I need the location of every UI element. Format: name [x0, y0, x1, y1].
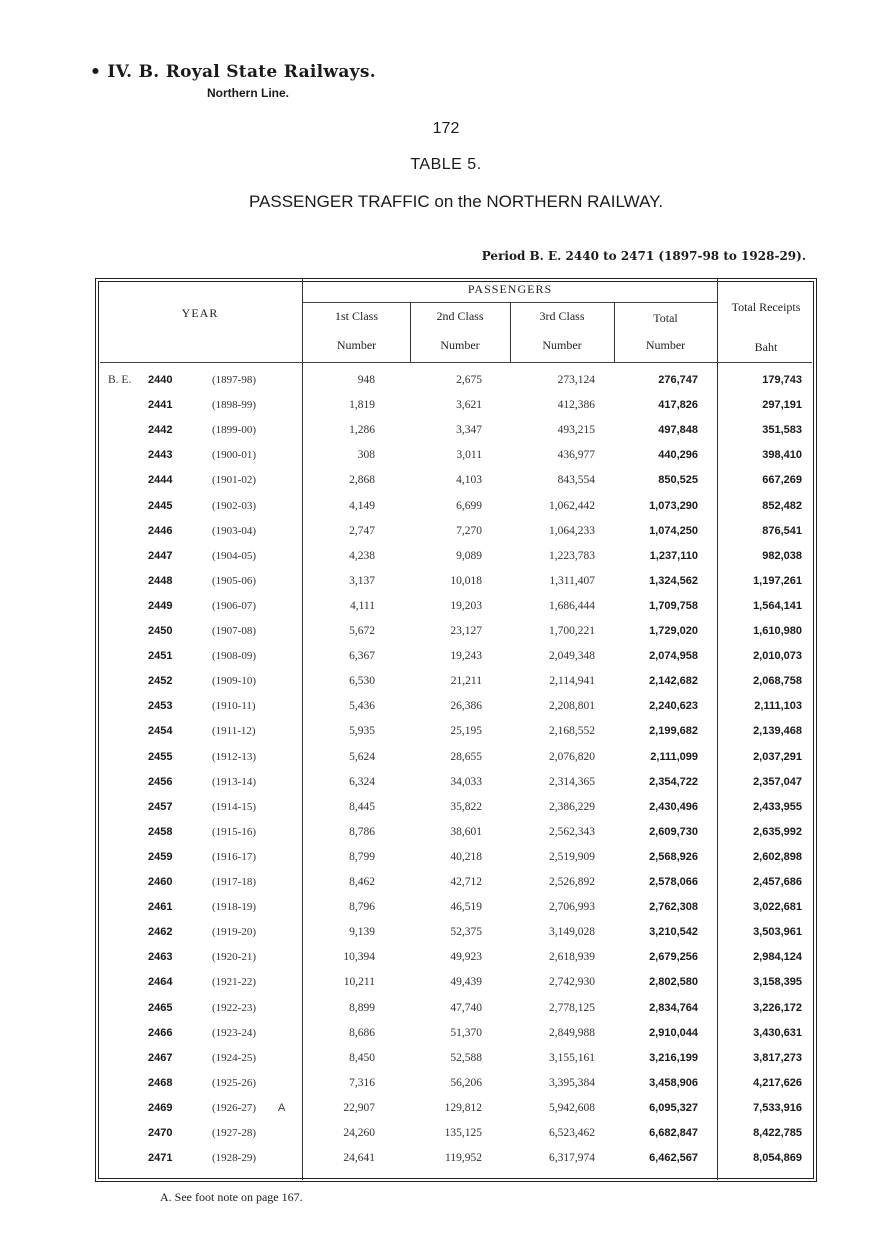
receipts-value: 3,158,395: [753, 976, 802, 989]
be-year: 2455: [148, 750, 173, 763]
gregorian-year: (1912-13): [212, 750, 256, 763]
receipts-value: 1,610,980: [753, 625, 802, 637]
be-year: 2450: [148, 625, 173, 637]
first-class-value: 8,462: [349, 876, 375, 888]
first-class-value: 24,641: [343, 1152, 375, 1165]
third-class-value: 2,519,909: [549, 850, 595, 863]
second-class-value: 9,089: [456, 549, 482, 562]
header-second-class: 2nd Class: [436, 309, 484, 323]
second-class-value: 51,370: [450, 1026, 482, 1039]
be-year: 2459: [148, 850, 173, 863]
second-class-value: 52,375: [450, 926, 482, 939]
first-class-value: 948: [357, 374, 375, 386]
total-value: 1,073,290: [649, 499, 698, 512]
total-value: 850,525: [658, 474, 698, 487]
be-year: 2443: [148, 449, 173, 462]
total-value: 6,095,327: [649, 1101, 698, 1114]
section-heading: • IV. B. Royal State Railways.: [90, 62, 376, 82]
receipts-value: 852,482: [762, 499, 802, 512]
third-class-value: 843,554: [557, 474, 595, 487]
third-class-value: 2,849,988: [549, 1026, 595, 1039]
first-class-value: 6,530: [349, 675, 375, 688]
receipts-value: 3,503,961: [753, 926, 802, 939]
receipts-value: 2,602,898: [753, 850, 802, 863]
be-year: 2471: [148, 1152, 173, 1165]
second-class-value: 49,439: [450, 976, 482, 989]
be-year: 2460: [148, 876, 173, 888]
be-year: 2454: [148, 725, 173, 738]
first-class-value: 5,672: [349, 625, 375, 637]
second-class-value: 2,675: [456, 374, 482, 386]
first-class-value: 8,799: [349, 850, 375, 863]
third-class-value: 3,149,028: [549, 926, 595, 939]
second-class-value: 38,601: [450, 825, 482, 838]
receipts-value: 2,357,047: [753, 775, 802, 788]
third-class-value: 2,076,820: [549, 750, 595, 763]
total-value: 2,910,044: [649, 1026, 698, 1039]
total-value: 1,324,562: [649, 574, 698, 587]
gregorian-year: (1923-24): [212, 1026, 256, 1039]
header-year: YEAR: [181, 306, 219, 320]
first-class-value: 5,624: [349, 750, 375, 763]
total-value: 440,296: [658, 449, 698, 462]
total-value: 6,682,847: [649, 1127, 698, 1139]
second-class-value: 3,621: [456, 399, 482, 412]
gregorian-year: (1917-18): [212, 876, 256, 888]
be-year: 2463: [148, 951, 173, 964]
be-year: 2465: [148, 1001, 173, 1014]
be-year: 2467: [148, 1051, 173, 1064]
column-divider: [717, 278, 718, 1180]
second-class-value: 3,347: [456, 424, 482, 437]
receipts-value: 2,139,468: [753, 725, 802, 738]
third-class-value: 2,706,993: [549, 901, 595, 914]
first-class-value: 5,436: [349, 700, 375, 713]
gregorian-year: (1924-25): [212, 1051, 256, 1064]
first-class-value: 24,260: [343, 1127, 375, 1139]
be-year: 2446: [148, 524, 173, 537]
second-class-value: 129,812: [444, 1101, 482, 1114]
gregorian-year: (1915-16): [212, 825, 256, 838]
total-value: 2,240,623: [649, 700, 698, 713]
first-class-value: 8,796: [349, 901, 375, 914]
receipts-value: 3,817,273: [753, 1051, 802, 1064]
third-class-value: 1,223,783: [549, 549, 595, 562]
be-year: 2466: [148, 1026, 173, 1039]
first-class-value: 8,786: [349, 825, 375, 838]
receipts-value: 351,583: [762, 424, 802, 437]
second-class-value: 135,125: [444, 1127, 482, 1139]
first-class-value: 10,394: [343, 951, 375, 964]
first-class-value: 1,819: [349, 399, 375, 412]
receipts-value: 3,022,681: [753, 901, 802, 914]
gregorian-year: (1909-10): [212, 675, 256, 688]
third-class-value: 2,314,365: [549, 775, 595, 788]
page-number: 172: [432, 120, 460, 137]
header-first-class: 1st Class: [334, 309, 378, 323]
first-class-value: 2,747: [349, 524, 375, 537]
be-year: 2453: [148, 700, 173, 713]
total-value: 1,237,110: [649, 549, 698, 562]
third-class-value: 1,064,233: [549, 524, 595, 537]
total-value: 2,762,308: [649, 901, 698, 914]
total-value: 1,074,250: [649, 524, 698, 537]
first-class-value: 10,211: [343, 976, 375, 989]
third-class-value: 2,562,343: [549, 825, 595, 838]
first-class-value: 8,450: [349, 1051, 375, 1064]
receipts-value: 2,635,992: [753, 825, 802, 838]
gregorian-year: (1928-29): [212, 1152, 256, 1165]
second-class-value: 25,195: [450, 725, 482, 738]
third-class-value: 2,526,892: [549, 876, 595, 888]
gregorian-year: (1910-11): [212, 700, 256, 713]
receipts-value: 3,430,631: [753, 1026, 802, 1039]
receipts-value: 2,984,124: [753, 951, 802, 964]
header-rule: [303, 302, 717, 303]
third-class-value: 2,114,941: [549, 675, 595, 688]
receipts-value: 297,191: [762, 399, 802, 412]
gregorian-year: (1911-12): [212, 725, 256, 738]
second-class-value: 19,203: [450, 599, 482, 612]
total-value: 2,834,764: [649, 1001, 698, 1014]
be-year: 2469: [148, 1101, 173, 1114]
second-class-value: 35,822: [450, 800, 482, 813]
receipts-value: 2,457,686: [753, 876, 802, 888]
receipts-value: 4,217,626: [753, 1076, 802, 1089]
total-value: 3,458,906: [649, 1076, 698, 1089]
total-value: 3,210,542: [649, 926, 698, 939]
third-class-value: 2,386,229: [549, 800, 595, 813]
be-year: 2461: [148, 901, 173, 914]
total-value: 2,074,958: [649, 650, 698, 663]
first-class-value: 2,868: [349, 474, 375, 487]
be-year: 2447: [148, 549, 173, 562]
receipts-value: 3,226,172: [753, 1001, 802, 1014]
gregorian-year: (1919-20): [212, 926, 256, 939]
total-value: 3,216,199: [649, 1051, 698, 1064]
second-class-value: 40,218: [450, 850, 482, 863]
be-year: 2458: [148, 825, 173, 838]
gregorian-year: (1902-03): [212, 499, 256, 512]
receipts-value: 2,010,073: [753, 650, 802, 663]
gregorian-year: (1899-00): [212, 424, 256, 437]
be-year: 2462: [148, 926, 173, 939]
gregorian-year: (1916-17): [212, 850, 256, 863]
period-label: Period B. E. 2440 to 2471 (1897-98 to 1928-29).: [481, 249, 806, 263]
second-class-value: 119,952: [445, 1152, 482, 1165]
gregorian-year: (1897-98): [212, 374, 256, 386]
first-class-value: 3,137: [349, 574, 375, 587]
receipts-value: 1,197,261: [753, 574, 802, 587]
third-class-value: 1,686,444: [549, 599, 595, 612]
be-year: 2456: [148, 775, 173, 788]
gregorian-year: (1905-06): [212, 574, 256, 587]
second-class-value: 4,103: [456, 474, 482, 487]
header-third-class: 3rd Class: [539, 309, 585, 323]
second-class-value: 28,655: [450, 750, 482, 763]
receipts-value: 2,068,758: [753, 675, 802, 688]
first-class-value: 4,238: [349, 549, 375, 562]
total-value: 1,709,758: [649, 599, 698, 612]
second-class-value: 26,386: [450, 700, 482, 713]
receipts-value: 179,743: [762, 374, 802, 386]
column-divider: [302, 278, 303, 1180]
be-year: 2448: [148, 574, 173, 587]
total-value: 2,802,580: [649, 976, 698, 989]
gregorian-year: (1901-02): [212, 474, 256, 487]
total-value: 417,826: [658, 399, 698, 412]
be-year: 2452: [148, 675, 173, 688]
gregorian-year: (1907-08): [212, 625, 256, 637]
first-class-value: 22,907: [343, 1101, 375, 1114]
unit-number: Number: [542, 338, 582, 352]
header-total-receipts: Total Receipts: [731, 300, 801, 314]
unit-number: Number: [645, 338, 686, 352]
third-class-value: 6,317,974: [549, 1152, 595, 1165]
second-class-value: 3,011: [456, 449, 482, 462]
gregorian-year: (1903-04): [212, 524, 256, 537]
second-class-value: 46,519: [450, 901, 482, 914]
second-class-value: 6,699: [456, 499, 482, 512]
total-value: 2,199,682: [649, 725, 698, 738]
be-year: 2464: [148, 976, 173, 989]
third-class-value: 273,124: [557, 374, 595, 386]
second-class-value: 23,127: [450, 625, 482, 637]
total-value: 276,747: [658, 374, 698, 386]
third-class-value: 3,155,161: [549, 1051, 595, 1064]
total-value: 2,354,722: [649, 775, 698, 788]
second-class-value: 19,243: [450, 650, 482, 663]
gregorian-year: (1922-23): [212, 1001, 256, 1014]
table-title: PASSENGER TRAFFIC on the NORTHERN RAILWAY.: [248, 192, 664, 211]
second-class-value: 49,923: [450, 951, 482, 964]
first-class-value: 1,286: [349, 424, 375, 437]
gregorian-year: (1921-22): [212, 976, 256, 989]
first-class-value: 5,935: [349, 725, 375, 738]
total-value: 2,111,099: [650, 750, 698, 763]
third-class-value: 436,977: [557, 449, 595, 462]
third-class-value: 1,700,221: [549, 625, 595, 637]
second-class-value: 21,211: [450, 675, 482, 688]
receipts-value: 2,037,291: [753, 750, 802, 763]
total-value: 2,578,066: [649, 876, 698, 888]
table-label: TABLE 5.: [410, 156, 482, 173]
header-rule: [100, 362, 812, 363]
be-year: 2468: [148, 1076, 173, 1089]
section-subheading: Northern Line.: [207, 86, 290, 100]
gregorian-year: (1900-01): [212, 449, 256, 462]
total-value: 6,462,567: [649, 1152, 698, 1165]
third-class-value: 493,215: [557, 424, 595, 437]
second-class-value: 42,712: [450, 876, 482, 888]
second-class-value: 10,018: [450, 574, 482, 587]
third-class-value: 2,618,939: [549, 951, 595, 964]
gregorian-year: (1904-05): [212, 549, 256, 562]
unit-number: Number: [440, 338, 480, 352]
first-class-value: 308: [357, 449, 375, 462]
be-year: 2440: [148, 374, 173, 386]
receipts-value: 2,433,955: [753, 800, 802, 813]
era-prefix: B. E.: [108, 374, 132, 386]
gregorian-year: (1926-27): [212, 1101, 256, 1114]
third-class-value: 3,395,384: [549, 1076, 595, 1089]
receipts-value: 7,533,916: [753, 1101, 802, 1114]
second-class-value: 52,588: [450, 1051, 482, 1064]
first-class-value: 8,445: [349, 800, 375, 813]
third-class-value: 5,942,608: [549, 1101, 595, 1114]
total-value: 2,568,926: [649, 850, 698, 863]
second-class-value: 47,740: [450, 1001, 482, 1014]
third-class-value: 2,742,930: [549, 976, 595, 989]
gregorian-year: (1927-28): [212, 1127, 256, 1139]
receipts-value: 1,564,141: [753, 599, 802, 612]
first-class-value: 6,324: [349, 775, 375, 788]
third-class-value: 2,778,125: [549, 1001, 595, 1014]
receipts-value: 8,054,869: [753, 1152, 802, 1165]
first-class-value: 4,149: [349, 499, 375, 512]
total-value: 2,679,256: [649, 951, 698, 964]
total-value: 497,848: [658, 424, 698, 437]
gregorian-year: (1906-07): [212, 599, 256, 612]
third-class-value: 2,168,552: [549, 725, 595, 738]
be-year: 2449: [148, 599, 173, 612]
footnote: A. See foot note on page 167.: [160, 1190, 303, 1204]
third-class-value: 1,311,407: [549, 574, 595, 587]
third-class-value: 6,523,462: [549, 1127, 595, 1139]
be-year: 2445: [148, 499, 173, 512]
be-year: 2451: [148, 650, 173, 663]
second-class-value: 56,206: [450, 1076, 482, 1089]
total-value: 2,609,730: [649, 825, 698, 838]
third-class-value: 2,049,348: [549, 650, 595, 663]
first-class-value: 9,139: [349, 926, 375, 939]
third-class-value: 2,208,801: [549, 700, 595, 713]
first-class-value: 8,686: [349, 1026, 375, 1039]
unit-number: Number: [336, 338, 377, 352]
gregorian-year: (1925-26): [212, 1076, 256, 1089]
gregorian-year: (1918-19): [212, 901, 256, 914]
receipts-value: 398,410: [762, 449, 802, 462]
gregorian-year: (1920-21): [212, 951, 256, 964]
receipts-value: 876,541: [762, 524, 802, 537]
second-class-value: 34,033: [450, 775, 482, 788]
be-year: 2442: [148, 424, 173, 437]
gregorian-year: (1898-99): [212, 399, 256, 412]
header-passengers: PASSENGERS: [467, 282, 553, 296]
first-class-value: 4,111: [349, 599, 375, 612]
first-class-value: 8,899: [349, 1001, 375, 1014]
receipts-value: 8,422,785: [753, 1127, 802, 1139]
header-total: Total: [653, 311, 678, 325]
receipts-value: 982,038: [762, 549, 802, 562]
third-class-value: 1,062,442: [549, 499, 595, 512]
gregorian-year: (1913-14): [212, 775, 256, 788]
be-year: 2444: [148, 474, 173, 487]
second-class-value: 7,270: [456, 524, 482, 537]
be-year: 2457: [148, 800, 173, 813]
gregorian-year: (1914-15): [212, 800, 256, 813]
gregorian-year: (1908-09): [212, 650, 256, 663]
be-year: 2441: [148, 399, 173, 412]
first-class-value: 7,316: [349, 1076, 375, 1089]
receipts-value: 2,111,103: [754, 700, 802, 713]
first-class-value: 6,367: [349, 650, 375, 663]
third-class-value: 412,386: [557, 399, 595, 412]
be-year: 2470: [148, 1127, 173, 1139]
total-value: 2,142,682: [649, 675, 698, 688]
total-value: 1,729,020: [649, 625, 698, 637]
row-note-marker: A: [278, 1101, 286, 1114]
total-value: 2,430,496: [649, 800, 698, 813]
unit-baht: Baht: [754, 340, 778, 354]
receipts-value: 667,269: [762, 474, 802, 487]
